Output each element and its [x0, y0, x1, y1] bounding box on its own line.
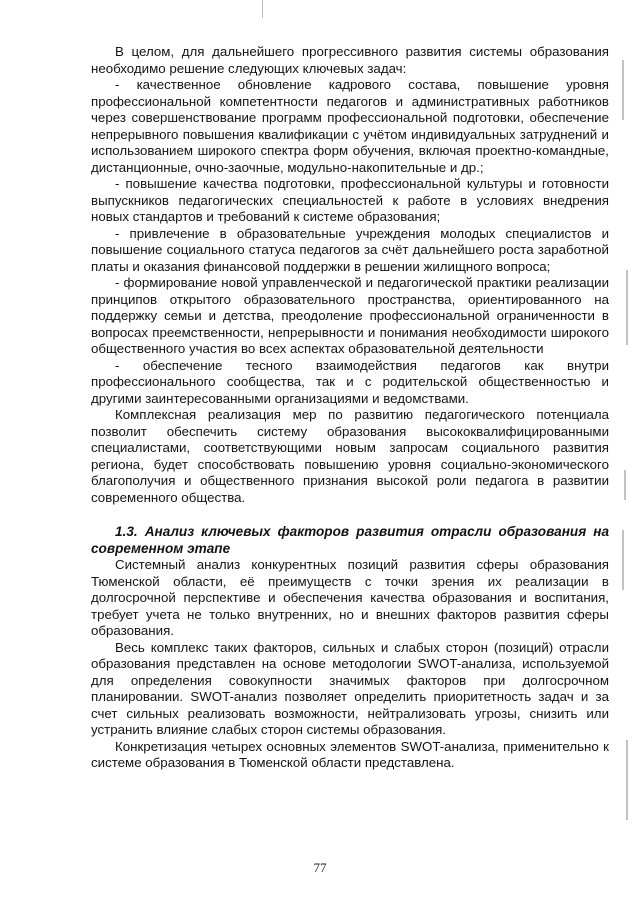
list-item: - привлечение в образовательные учреждения молодых специалистов и повышение социального статуса педагогов за счёт дальнейшего роста заработной платы и оказания финансовой поддержки в решении жилищного вопроса; — [91, 225, 609, 274]
scan-margin-mark — [624, 470, 626, 500]
scan-margin-mark — [622, 60, 624, 120]
scan-artifact-line — [262, 0, 263, 18]
list-item: - формирование новой управленческой и педагогической практики реализации принципов открытого образовательного пространства, ориентированного на поддержку семьи и детства, преодоление профессиональной ограниченности в вопросах преемственности, непрерывности и понимания необходимости широкого общественного участия во всех аспектах образовательной деятельности — [91, 275, 609, 356]
scan-margin-mark — [622, 530, 624, 590]
paragraph: Конкретизация четырех основных элементов SWOT-анализа, применительно к системе образования в Тюменской области представлена. — [91, 738, 609, 770]
scan-margin-mark — [626, 270, 628, 345]
paragraph: Весь комплекс таких факторов, сильных и слабых сторон (позиций) отрасли образования представлен на основе методологии SWOT-анализа, используемой для определения совокупности значимых факторов при долгосрочном планировании. SWOT-анализ позволяет определить приоритетность задач и за счет сильных реализовать возможности, нейтрализовать угрозы, снизить или устранить влияние слабых сторон системы образования. — [91, 639, 609, 737]
paragraph: В целом, для дальнейшего прогрессивного развития системы образования необходимо решение следующих ключевых задач: — [91, 44, 609, 76]
scan-margin-mark — [626, 740, 628, 820]
list-item: - обеспечение тесного взаимодействия педагогов как внутри профессионального сообщества, так и с родительской общественностью и другими заинтересованными организациями и ведомствами. — [91, 357, 609, 406]
paragraph: Комплексная реализация мер по развитию педагогического потенциала позволит обеспечить систему образования высококвалифицированными специалистами, соответствующими новым запросам социального развития региона, будет способствовать повышению уровня социально-экономического благополучия и общественного признания высокой роли педагога в развитии современного общества. — [91, 407, 609, 505]
body-text — [91, 44, 609, 772]
list-item: - повышение качества подготовки, профессиональной культуры и готовности выпускников педагогических специальностей к работе в условиях внедрения новых стандартов и требований к системе образования; — [91, 176, 609, 224]
paragraph: Системный анализ конкурентных позиций развития сферы образования Тюменской области, её преимуществ с точки зрения их реализации в долгосрочной перспективе и обеспечения качества образования и воспитания, требует учета не только внутренних, но и внешних факторов развития сферы образования. — [91, 557, 609, 638]
section-heading: 1.3. Анализ ключевых факторов развития отрасли образования на современном этапе — [91, 524, 609, 556]
list-item: - качественное обновление кадрового состава, повышение уровня профессиональной компетентности педагогов и административных работников через совершенствование программ профессиональной подготовки, обеспечение непрерывного повышения квалификации с учётом индивидуальных затруднений и использованием широкого спектра форм обучения, включая проектно-командные, дистанционные, очно-заочные, модульно-накопительные и др.; — [91, 77, 609, 175]
page-number: 77 — [313, 860, 327, 875]
